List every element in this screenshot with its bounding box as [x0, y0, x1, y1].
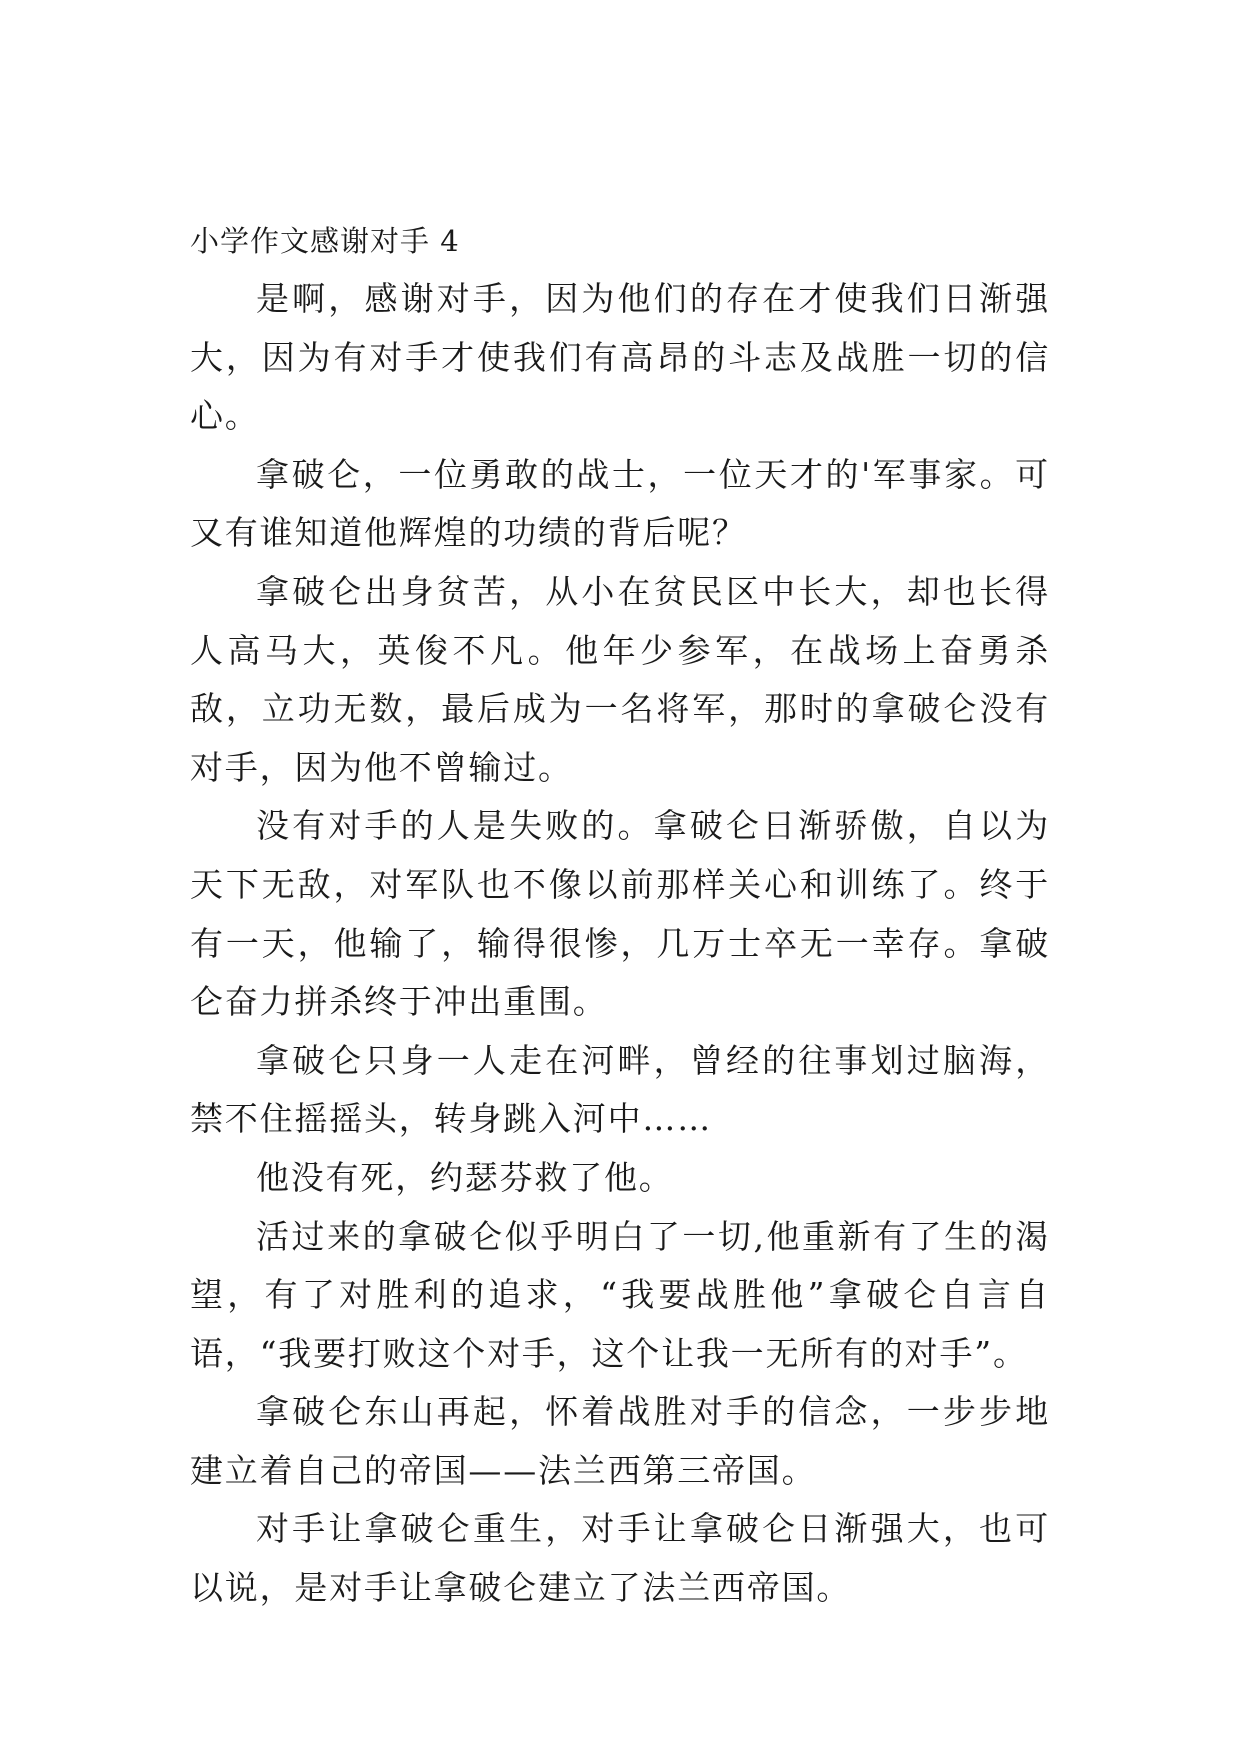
paragraph-8: 拿破仑东山再起，怀着战胜对手的信念，一步步地建立着自己的帝国——法兰西第三帝国。	[190, 1392, 1050, 1490]
paragraph-7: 活过来的拿破仑似乎明白了一切,他重新有了生的渴望，有了对胜利的追求，“我要战胜他”拿破仑自言自语，“我要打败这个对手，这个让我一无所有的对手”。	[190, 1216, 1050, 1373]
paragraph-5: 拿破仑只身一人走在河畔，曾经的往事划过脑海，禁不住摇摇头，转身跳入河中……	[190, 1040, 1050, 1139]
document-page	[190, 212, 1050, 1618]
paragraph-4: 没有对手的人是失败的。拿破仑日渐骄傲，自以为天下无敌，对军队也不像以前那样关心和训练了。终于有一天，他输了，输得很惨，几万士卒无一幸存。拿破仑奋力拼杀终于冲出重围。	[190, 806, 1050, 1022]
paragraph-6: 他没有死，约瑟芬救了他。	[256, 1157, 674, 1197]
paragraph-2: 拿破仑，一位勇敢的战士，一位天才的'军事家。可又有谁知道他辉煌的功绩的背后呢？	[190, 454, 1050, 553]
paragraph-9: 对手让拿破仑重生，对手让拿破仑日渐强大，也可以说，是对手让拿破仑建立了法兰西帝国。	[190, 1509, 1050, 1608]
paragraph-1: 是啊，感谢对手，因为他们的存在才使我们日渐强大，因为有对手才使我们有高昂的斗志及战胜一切的信心。	[190, 279, 1050, 436]
document-title: 小学作文感谢对手 4	[190, 224, 460, 258]
paragraph-3: 拿破仑出身贫苦，从小在贫民区中长大，却也长得人高马大，英俊不凡。他年少参军，在战场上奋勇杀敌，立功无数，最后成为一名将军，那时的拿破仑没有对手，因为他不曾输过。	[190, 571, 1050, 787]
